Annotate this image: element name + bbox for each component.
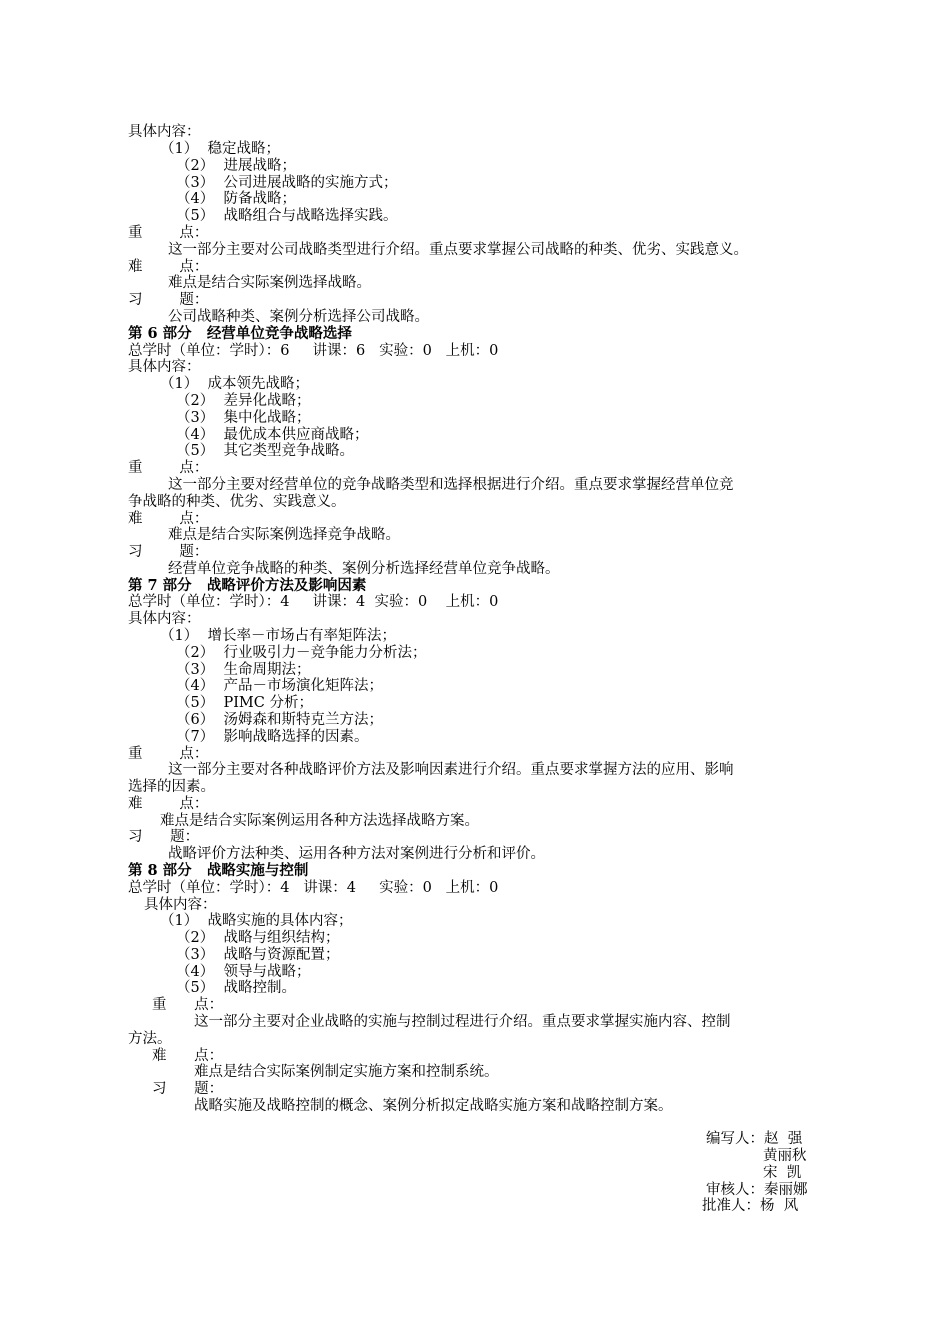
text-line: （2） 行业吸引力－竞争能力分析法； — [176, 645, 427, 661]
text-line: （1） 稳定战略； — [160, 141, 280, 157]
text-line: 难点是结合实际案例选择竞争战略。 — [168, 527, 400, 543]
text-line: 难 点： — [128, 511, 209, 527]
text-line: 这一部分主要对企业战略的实施与控制过程进行介绍。重点要求掌握实施内容、控制 — [194, 1014, 731, 1030]
text-line: 这一部分主要对各种战略评价方法及影响因素进行介绍。重点要求掌握方法的应用、影响 — [168, 762, 734, 778]
text-line: （3） 战略与资源配置； — [176, 947, 340, 963]
section-heading: 第 7 部分 战略评价方法及影响因素 — [128, 577, 367, 594]
text-line: 难点是结合实际案例运用各种方法选择战略方案。 — [160, 813, 479, 829]
text-line: 具体内容： — [128, 124, 201, 140]
section-heading: 第 6 部分 经营单位竞争战略选择 — [128, 325, 352, 342]
text-line: （5） PIMC 分析； — [176, 695, 313, 711]
text-line: 具体内容： — [144, 897, 217, 913]
text-line: 习 题： — [152, 1081, 224, 1097]
section-heading: 第 8 部分 战略实施与控制 — [128, 862, 309, 879]
text-line: 战略评价方法种类、运用各种方法对案例进行分析和评价。 — [168, 846, 545, 862]
text-line: （1） 增长率－市场占有率矩阵法； — [160, 628, 396, 644]
text-line: 难点是结合实际案例选择战略。 — [168, 275, 371, 291]
text-line: 编写人：赵 强 — [706, 1131, 803, 1147]
text-line: （6） 汤姆森和斯特克兰方法； — [176, 712, 383, 728]
text-line: 重 点： — [152, 997, 224, 1013]
text-line: （7） 影响战略选择的因素。 — [176, 729, 369, 745]
text-line: （3） 生命周期法； — [176, 662, 311, 678]
text-line: 审核人：秦丽娜 — [706, 1182, 808, 1198]
text-line: 战略实施及战略控制的概念、案例分析拟定战略实施方案和战略控制方案。 — [194, 1098, 673, 1114]
text-line: 批准人：杨 风 — [702, 1198, 799, 1214]
text-line: 这一部分主要对经营单位的竞争战略类型和选择根据进行介绍。重点要求掌握经营单位竞 — [168, 477, 734, 493]
text-line: 总学时（单位：学时）：4 讲课：4 实验：0 上机：0 — [128, 880, 499, 896]
text-line: （4） 最优成本供应商战略； — [176, 427, 369, 443]
text-line: 公司战略种类、案例分析选择公司战略。 — [168, 309, 429, 325]
text-line: 选择的因素。 — [128, 779, 215, 795]
text-line: 重 点： — [128, 746, 209, 762]
text-line: 总学时（单位：学时）：6 讲课：6 实验：0 上机：0 — [128, 343, 499, 359]
text-line: 宋 凯 — [763, 1165, 802, 1181]
text-line: （1） 战略实施的具体内容； — [160, 913, 353, 929]
text-line: （5） 战略控制。 — [176, 980, 296, 996]
text-line: 方法。 — [128, 1031, 172, 1047]
text-line: （2） 战略与组织结构； — [176, 930, 340, 946]
text-line: 重 点： — [128, 225, 209, 241]
text-line: 难 点： — [128, 259, 209, 275]
text-line: （1） 成本领先战略； — [160, 376, 309, 392]
text-line: 这一部分主要对公司战略类型进行介绍。重点要求掌握公司战略的种类、优劣、实践意义。 — [168, 242, 748, 258]
text-line: （4） 产品－市场演化矩阵法； — [176, 678, 383, 694]
text-line: （2） 差异化战略； — [176, 393, 311, 409]
text-line: 习 题： — [128, 544, 209, 560]
text-line: 习 题： — [128, 292, 209, 308]
text-line: （2） 进展战略； — [176, 158, 296, 174]
text-line: 具体内容： — [128, 359, 201, 375]
text-line: （3） 集中化战略； — [176, 410, 311, 426]
text-line: （4） 领导与战略； — [176, 964, 311, 980]
text-line: 经营单位竞争战略的种类、案例分析选择经营单位竞争战略。 — [168, 561, 560, 577]
text-line: 难 点： — [152, 1048, 224, 1064]
text-line: 具体内容： — [128, 611, 201, 627]
text-line: （5） 战略组合与战略选择实践。 — [176, 208, 398, 224]
text-line: 黄丽秋 — [763, 1148, 807, 1164]
text-line: （3） 公司进展战略的实施方式； — [176, 175, 398, 191]
text-line: （5） 其它类型竞争战略。 — [176, 443, 354, 459]
text-line: 争战略的种类、优劣、实践意义。 — [128, 494, 346, 510]
text-line: 难 点： — [128, 796, 209, 812]
text-line: 习 题： — [128, 829, 200, 845]
text-line: 难点是结合实际案例制定实施方案和控制系统。 — [194, 1064, 499, 1080]
text-line: 重 点： — [128, 460, 209, 476]
text-line: 总学时（单位：学时）：4 讲课：4 实验：0 上机：0 — [128, 594, 499, 610]
text-line: （4） 防备战略； — [176, 191, 296, 207]
